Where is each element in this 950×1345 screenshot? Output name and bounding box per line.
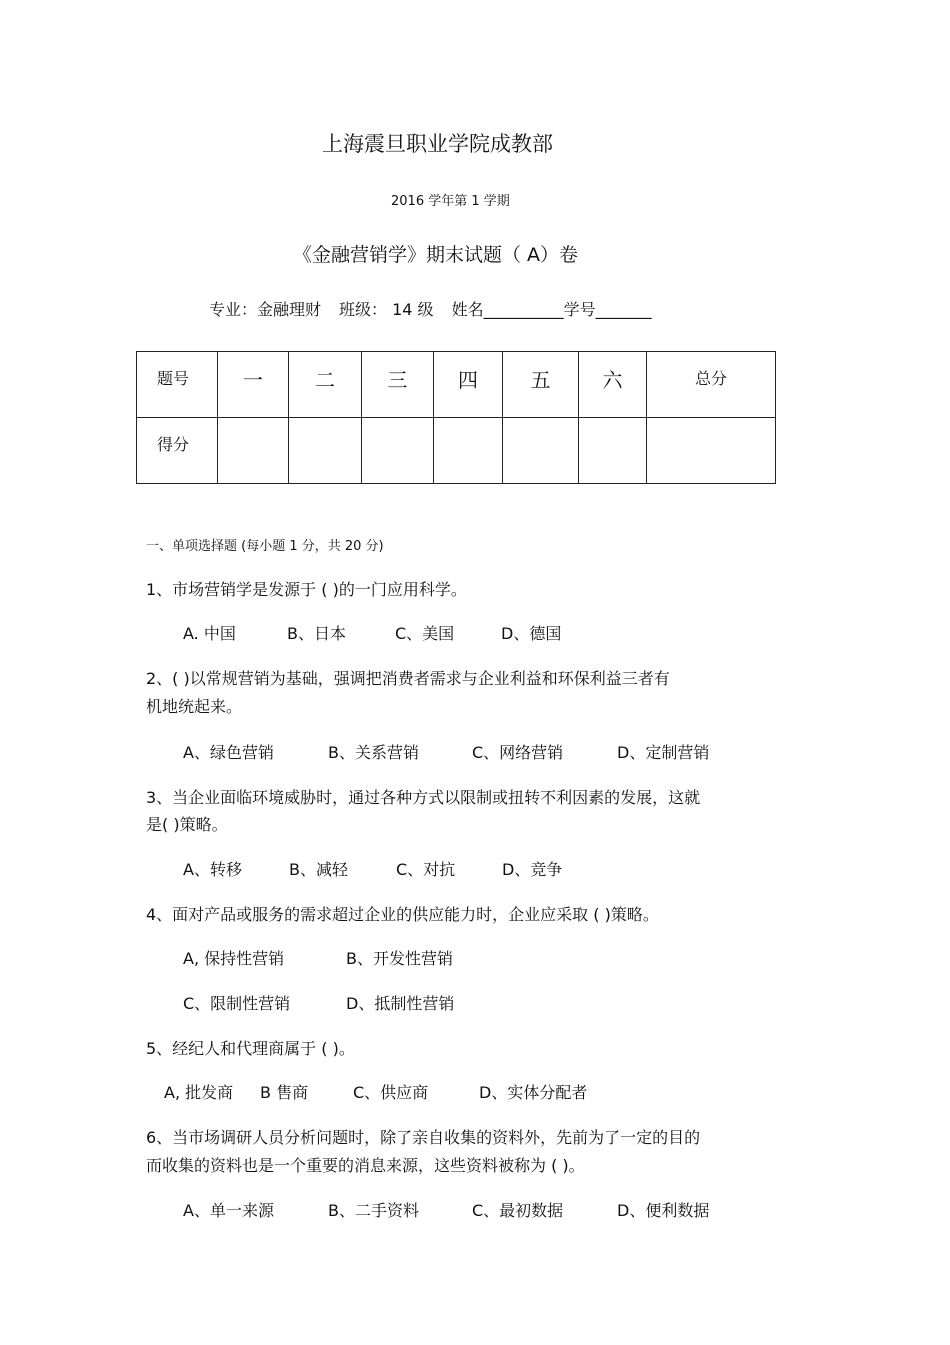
option-b[interactable]: B、关系营销 [328,743,419,762]
option-d[interactable]: D、定制营销 [617,743,710,762]
question-3-text-cont: 是( )策略。 [146,815,228,834]
major-label: 专业：金融理财 [209,300,322,319]
option-d[interactable]: D、便利数据 [617,1201,710,1220]
question-4-text: 4、面对产品或服务的需求超过企业的供应能力时，企业应采取 ( )策略。 [146,905,659,924]
option-c[interactable]: C、美国 [395,624,455,643]
question-number-header: 题号 [137,352,218,418]
question-3-options [183,856,562,884]
question-5-text: 5、经纪人和代理商属于 ( )。 [146,1039,355,1058]
column-1-header: 一 [218,352,289,418]
option-b[interactable]: B、日本 [287,624,346,643]
option-a[interactable]: A, 批发商 [164,1083,234,1102]
column-5-header: 五 [503,352,579,418]
score-table [136,351,776,484]
option-d[interactable]: D、德国 [501,624,562,643]
question-1-options [183,620,561,648]
option-d[interactable]: D、竞争 [502,860,563,879]
exam-title: 《金融营销学》期末试题（ A）卷 [293,244,579,266]
total-header: 总分 [647,352,776,418]
score-cell[interactable] [434,418,503,484]
option-c[interactable]: C、供应商 [353,1083,429,1102]
question-5-options [164,1079,587,1107]
option-d[interactable]: D、抵制性营销 [346,994,455,1013]
score-cell[interactable] [218,418,289,484]
option-b[interactable]: B、减轻 [289,860,348,879]
option-b[interactable]: B、开发性营销 [346,949,453,968]
section-1-heading: 一、单项选择题 (每小题 1 分，共 20 分) [146,539,384,554]
score-cell[interactable] [579,418,647,484]
option-a[interactable]: A、单一来源 [183,1201,274,1220]
term-label: 2016 学年第 1 学期 [391,194,510,209]
option-a[interactable]: A、转移 [183,860,242,879]
name-blank[interactable]: __________ [483,300,564,319]
question-2-options [183,739,709,767]
question-6-text-cont: 而收集的资料也是一个重要的消息来源，这些资料被称为 ( )。 [146,1156,585,1175]
score-row-label: 得分 [137,418,218,484]
class-label: 班级： 14 级 [339,300,434,319]
question-3-text: 3、当企业面临环境威胁时，通过各种方式以限制或扭转不利因素的发展，这就 [146,788,701,807]
question-6-options [183,1197,709,1225]
question-2-text-cont: 机地统起来。 [146,697,243,716]
question-6-text: 6、当市场调研人员分析问题时，除了亲自收集的资料外，先前为了一定的目的 [146,1128,701,1147]
score-cell[interactable] [289,418,362,484]
option-d[interactable]: D、实体分配者 [479,1083,588,1102]
option-b[interactable]: B、二手资料 [328,1201,419,1220]
column-3-header: 三 [362,352,434,418]
question-1-text: 1、市场营销学是发源于 ( )的一门应用科学。 [146,580,467,599]
option-c[interactable]: C、对抗 [396,860,456,879]
column-6-header: 六 [579,352,647,418]
id-blank[interactable]: _______ [595,300,652,319]
name-label: 姓名 [451,300,484,319]
question-4-options-row1 [183,945,453,973]
option-b[interactable]: B 售商 [260,1083,309,1102]
option-c[interactable]: C、网络营销 [472,743,564,762]
school-title: 上海震旦职业学院成教部 [322,132,553,156]
student-info-line [209,297,652,320]
id-label: 学号 [563,300,596,319]
option-a[interactable]: A. 中国 [183,624,236,643]
score-cell[interactable] [503,418,579,484]
question-2-text: 2、( )以常规营销为基础，强调把消费者需求与企业利益和环保利益三者有 [146,669,670,688]
column-2-header: 二 [289,352,362,418]
option-a[interactable]: A、绿色营销 [183,743,274,762]
option-c[interactable]: C、最初数据 [472,1201,564,1220]
option-a[interactable]: A, 保持性营销 [183,949,285,968]
question-4-options-row2 [183,990,454,1018]
column-4-header: 四 [434,352,503,418]
option-c[interactable]: C、限制性营销 [183,994,291,1013]
total-score-cell[interactable] [647,418,776,484]
score-cell[interactable] [362,418,434,484]
